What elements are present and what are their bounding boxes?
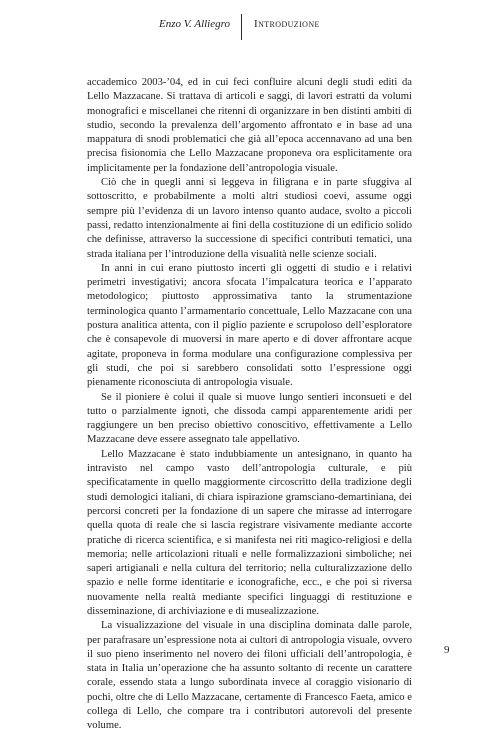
running-header (0, 14, 482, 42)
header-divider (241, 14, 242, 40)
header-author: Enzo V. Alliegro (159, 18, 230, 30)
paragraph-6: La visualizzazione del visuale in una disciplina dominata dalle parole, per parafrasare un’espressione nota ai cultori di antropologia visuale, ovvero il suo pieno inserimento nel novero dei filoni ufficiali dell’antropologia, è stata in Italia un’operazione che ha assunto soltanto di recente un carattere corale, essendo stata a lungo subordinata invece al coraggio visionario di pochi, oltre che di Lello Mazzacane, certamente di Francesco Faeta, amico e collega di Lello, che compare tra i contributori autorevoli del presente volume. (87, 620, 412, 732)
header-section-title: Introduzione (254, 18, 320, 30)
paragraph-2: Ciò che in quegli anni si leggeva in filigrana e in parte sfuggiva al sottoscritto, e probabilmente a molti altri studiosi coevi, assume oggi sempre più l’evidenza di un lavoro intenso quanto audace, svolto a piccoli passi, redatto intenzionalmente ai fini della costituzione di un edificio solido che definisse, attraverso la successione di specifici contributi tematici, una strada italiana per l’introduzione della visualità nelle scienze sociali. (87, 177, 412, 260)
paragraph-3: In anni in cui erano piuttosto incerti gli oggetti di studio e i relativi perimetri investigativi; ancora sfocata l’impalcatura teorica e l’apparato metodologico; piuttosto approssimativa tanto la strumentazione terminologica quanto l’armamentario concettuale, Lello Mazzacane con una postura analitica attenta, con il piglio paziente e scrupoloso dell’esploratore che è consapevole di muoversi in mare aperto e di dover affrontare acque agitate, proponeva in forma modulare una configurazione complessiva per gli studi, che poi si sarebbero consolidati sotto l’espressione oggi pienamente riconosciuta di antropologia visuale. (87, 262, 412, 389)
paragraph-5: Lello Mazzacane è stato indubbiamente un antesignano, in quanto ha intravisto nel campo vasto dell’antropologia culturale, e più specificatamente in quello maggiormente circoscritto della tradizione degli studi demologici italiani, di chiara ispirazione gramsciano-demartiniana, dei percorsi concreti per la fondazione di un sapere che mirasse ad interrogare quella quota di reale che si lascia registrare visivamente mediante accorte pratiche di ricerca scientifica, e si manifesta nei riti magico-religiosi e della memoria; nelle articolazioni rituali e nelle formalizzazioni simboliche; nei saperi artigianali e nella cultura del territorio; nella culturalizzazione dello spazio e nelle forme identitarie e iconografiche, ecc., e che poi si riversa nuovamente nella realtà mediante specifici linguaggi di restituzione e disseminazione, di archiviazione e di musealizzazione. (87, 448, 412, 617)
page-number: 9 (444, 644, 450, 656)
paragraph-1: accademico 2003-’04, ed in cui feci confluire alcuni degli studi editi da Lello Mazzacane. Si trattava di articoli e saggi, di lavori estratti da volumi monografici e miscellanei che ritenni di organizzare in ben distinti ambiti di studio, secondo la prevalenza dell’argomento affrontato e in base ad una mappatura di snodi problematici che già all’epoca accennavano ad una ben precisa fisionomia che Lello Mazzacane proponeva ora esplicitamente ora implicitamente per la fondazione dell’antropologia visuale. (87, 77, 412, 174)
paragraph-4: Se il pioniere è colui il quale si muove lungo sentieri inconsueti e del tutto o parzialmente ignoti, che dissoda campi apparentemente aridi per raggiungere un ben preciso obiettivo conoscitivo, effettivamente a Lello Mazzacane deve essere assegnato tale appellativo. (87, 391, 412, 446)
body-text (87, 76, 412, 734)
